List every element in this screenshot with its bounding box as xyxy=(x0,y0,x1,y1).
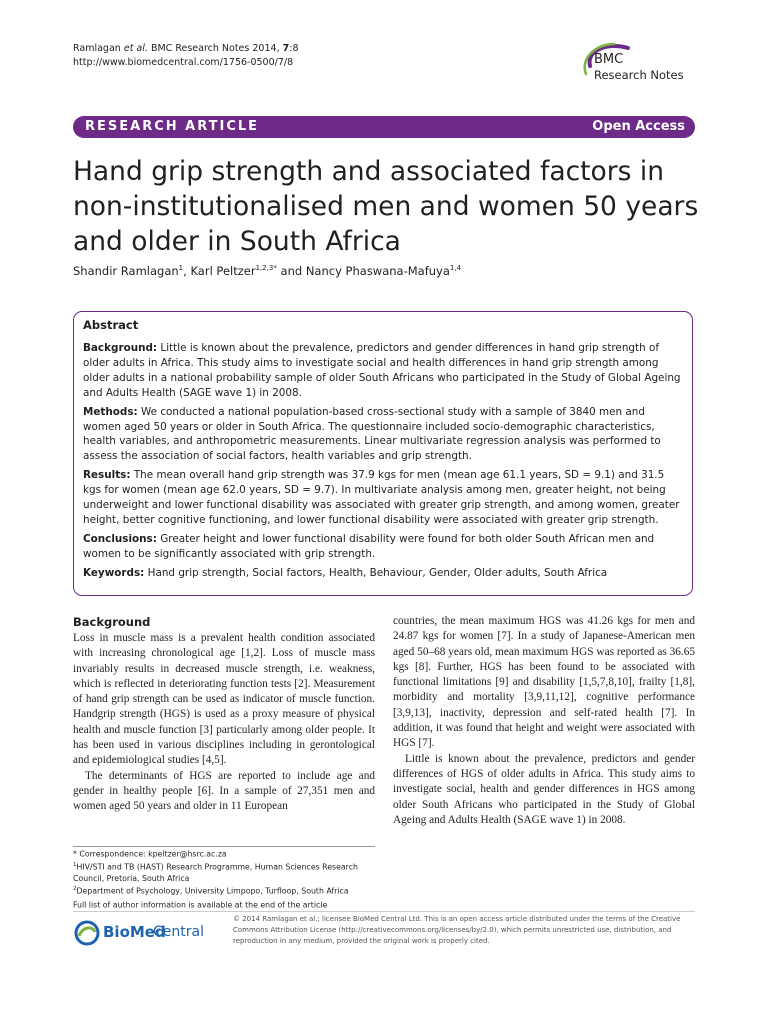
author-separator: and xyxy=(276,264,306,278)
section-heading: Background xyxy=(73,615,151,629)
abstract-text: Greater height and lower functional disability were found for both older South African men and women to be significantly associated with grip strength. xyxy=(83,532,655,560)
footnote-marker: 2 xyxy=(73,886,77,893)
license-text: © 2014 Ramlagan et al.; licensee BioMed Central Ltd. This is an open access article distributed under the terms of the Creative Commons Attribution License (http://creativecommons.org/licenses/by/2.0), which permits unrestricted use, distribution, and reproduction in any medium, provided the original work is properly cited. xyxy=(233,915,681,945)
citation-etal: et al. xyxy=(123,43,148,54)
footnote xyxy=(73,860,375,884)
abstract-text: Little is known about the prevalence, predictors and gender differences in hand grip strength of older adults in Africa. This study aims to investigate social and health differences in hand grip strength among older adults in a national probability sample of older South Africans who participated in the Study of Global Ageing and Adults Health (SAGE wave 1) in 2008. xyxy=(83,342,681,399)
citation-volume: 7 xyxy=(282,43,290,54)
citation-header xyxy=(73,42,299,70)
citation-authors: Ramlagan xyxy=(73,43,121,54)
body-paragraph: Little is known about the prevalence, predictors and gender differences of HGS of older adults in Africa. This study aims to investigate social, health and gender differences in HGS among older South Africans who participated in the Study of Global Ageing and Adults Health (SAGE wave 1) in 2008. xyxy=(393,752,695,826)
biomed-swirl-icon xyxy=(73,918,101,948)
abstract-methods xyxy=(83,405,685,465)
journal-logo xyxy=(578,40,708,100)
citation-journal: BMC Research Notes xyxy=(150,43,250,54)
footnote-text: Full list of author information is available at the end of the article xyxy=(73,900,328,910)
publisher-name-bold: BioMed xyxy=(103,923,166,941)
footnote xyxy=(73,847,375,860)
abstract-text: We conducted a national population-based cross-sectional study with a sample of 3840 men and women aged 50 years or older in South Africa. The questionnaire included socio-demographic characteristics, health variables, and anthropometric measurements. Linear multivariate regression analysis was performed to assess the association of social factors, health variables and grip strength. xyxy=(83,405,661,463)
body-paragraph: Loss in muscle mass is a prevalent health condition associated with increasing chronological age [1,2]. Loss of muscle mass invariably results in decreased muscle strength, i.e. weakness, which is reflected in deteriorating function tests [2]. Measurement of hand grip strength can be used as indicator of muscle function. Handgrip strength (HGS) is used as a proxy measure of physical health and muscle function [3] particularly among older people. It has been used in various disciplines including in gerontological and epidemiological studies [4,5]. xyxy=(73,632,375,767)
abstract-box xyxy=(73,311,693,596)
author-separator: , xyxy=(183,264,191,278)
footnote xyxy=(73,898,375,911)
abstract-label: Methods: xyxy=(83,405,138,418)
footnote-text: Department of Psychology, University Limpopo, Turfloop, South Africa xyxy=(76,886,349,896)
abstract-label: Keywords: xyxy=(83,566,145,579)
author-list xyxy=(73,264,461,278)
publisher-name-rest: Central xyxy=(153,924,204,940)
biomed-central-logo xyxy=(73,918,233,948)
author-affiliation: 1,2,3* xyxy=(255,264,277,273)
author-name: Nancy Phaswana-Mafuya xyxy=(305,264,450,278)
abstract-heading: Abstract xyxy=(83,318,139,332)
abstract-conclusions xyxy=(83,532,685,562)
citation-article: :8 xyxy=(289,43,299,54)
footnotes xyxy=(73,847,375,911)
journal-name: Research Notes xyxy=(594,68,684,82)
article-type-label: RESEARCH ARTICLE xyxy=(85,119,260,134)
footnote-text: HIV/STI and TB (HAST) Research Programme, Human Sciences Research Council, Pretoria, South Africa xyxy=(73,862,358,883)
body-right-column xyxy=(393,614,695,828)
article-type-banner xyxy=(73,116,695,138)
open-access-label: Open Access xyxy=(592,119,685,134)
abstract-text: Hand grip strength, Social factors, Health, Behaviour, Gender, Older adults, South Africa xyxy=(147,566,608,579)
article-url[interactable]: http://www.biomedcentral.com/1756-0500/7/8 xyxy=(73,57,294,68)
abstract-body xyxy=(83,341,685,585)
abstract-text: The mean overall hand grip strength was 37.9 kgs for men (mean age 61.1 years, SD = 9.1) and 31.5 kgs for women (mean age 62.0 years, SD = 9.7). In multivariate analysis among men, greater height, not being underweight and lower functional disability was associated with greater grip strength, and among women, greater height, better cognitive functioning, and lower functional disability were associated with greater grip strength. xyxy=(83,469,680,526)
abstract-keywords xyxy=(83,566,685,581)
citation-line xyxy=(73,42,299,56)
body-paragraph: countries, the mean maximum HGS was 41.26 kgs for men and 24.87 kgs for women [7]. In a study of Japanese-American men aged 50–68 years old, mean maximum HGS was reported as 36.65 kgs [8]. Further, HGS has been found to be associated with functional limitations [9] and disability [1,5,7,8,10], frailty [1,8], morbidity and mortality [3,9,11,12], cognitive performance [3,9,13], inactivity, depression and self-rated health [7]. In addition, it was found that height and weight were associated with HGS [7]. xyxy=(393,615,695,750)
footnote xyxy=(73,884,375,897)
citation-year: 2014, xyxy=(252,43,280,54)
abstract-label: Conclusions: xyxy=(83,532,157,545)
abstract-label: Background: xyxy=(83,342,158,354)
author-name: Shandir Ramlagan xyxy=(73,264,179,278)
footer-divider xyxy=(73,911,695,912)
body-left-column xyxy=(73,615,375,815)
footnote-marker: 1 xyxy=(73,862,77,869)
article-title: Hand grip strength and associated factors in non-institutionalised men and women 50 years and older in South Africa xyxy=(73,156,699,257)
journal-brand: BMC xyxy=(594,52,624,67)
author-name: Karl Peltzer xyxy=(190,264,256,278)
author-affiliation: 1 xyxy=(178,264,184,273)
abstract-background xyxy=(83,341,685,401)
footnote-text: * Correspondence: kpeltzer@hsrc.ac.za xyxy=(73,849,227,859)
abstract-label: Results: xyxy=(83,469,131,482)
author-affiliation: 1,4 xyxy=(449,264,462,273)
body-paragraph: The determinants of HGS are reported to include age and gender in healthy people [6]. In a sample of 27,351 men and women aged 50 years and older in 11 European xyxy=(73,769,375,813)
abstract-results xyxy=(83,468,685,528)
